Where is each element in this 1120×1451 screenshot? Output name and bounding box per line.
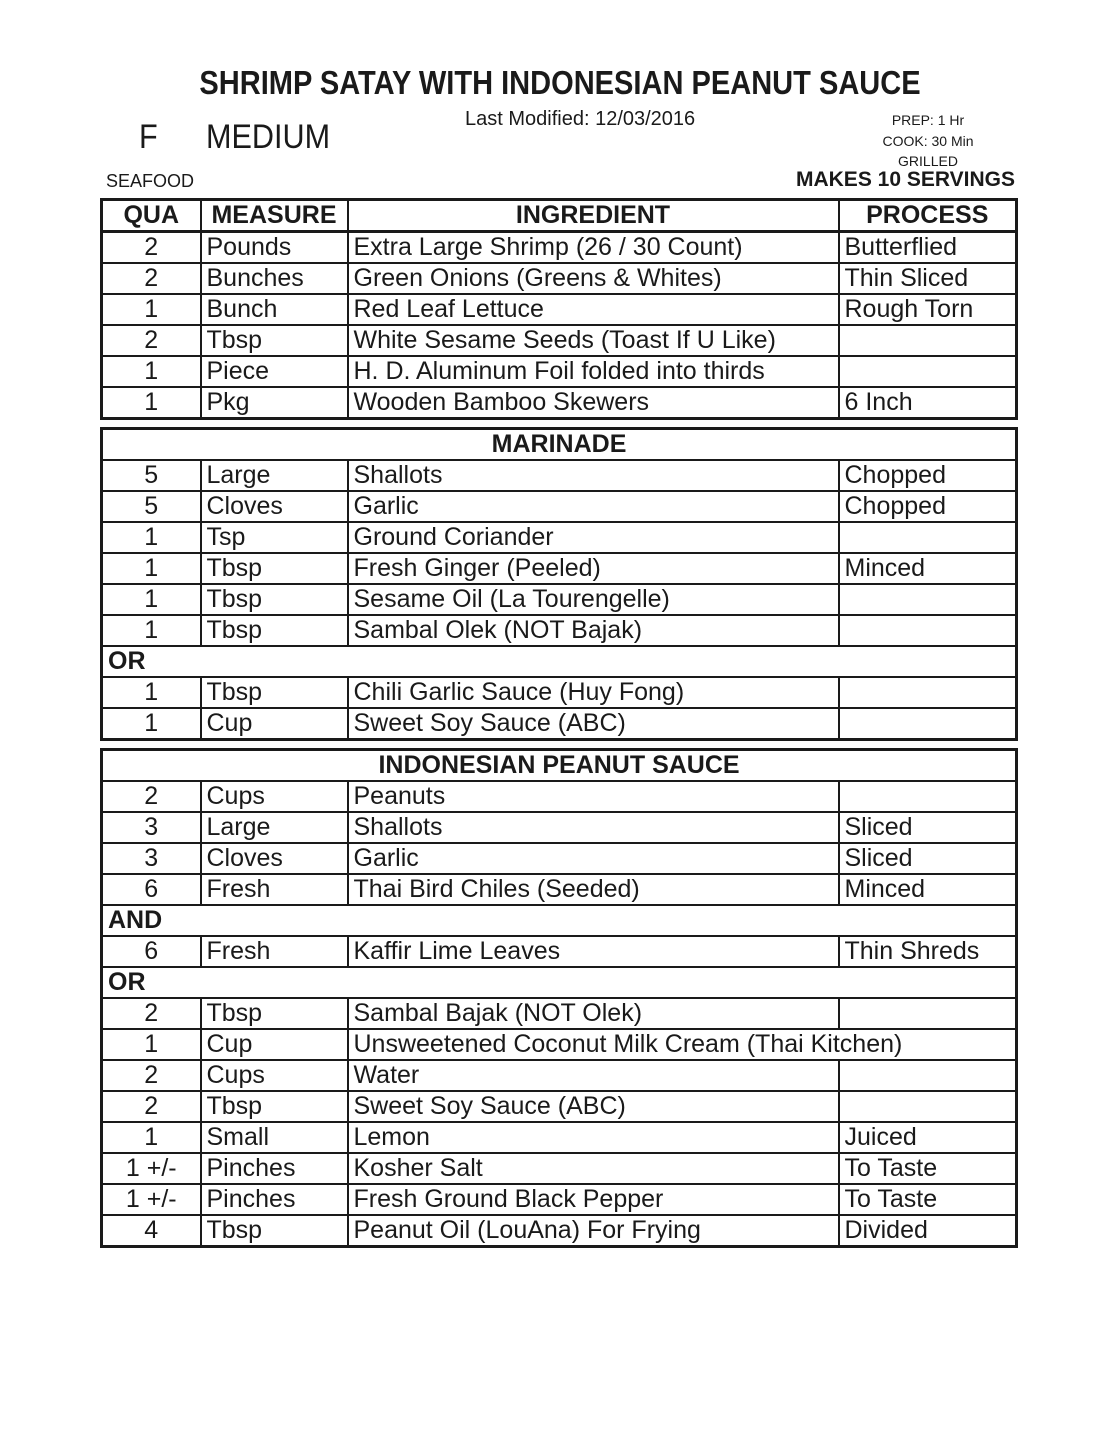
- cell-measure: Cups: [201, 1060, 348, 1091]
- cell-process: 6 Inch: [839, 387, 1017, 419]
- table-row: [102, 232, 1017, 264]
- cell-ingredient: Lemon: [348, 1122, 839, 1153]
- last-modified: Last Modified: 12/03/2016: [465, 108, 696, 130]
- cell-quantity: 2: [102, 325, 201, 356]
- table-row: [102, 615, 1017, 646]
- table-row: [102, 263, 1017, 294]
- cell-measure: Bunch: [201, 294, 348, 325]
- recipe-table-indonesian-peanut-sauce: [100, 748, 1018, 1248]
- cell-measure: Tbsp: [201, 553, 348, 584]
- cell-ingredient: Chili Garlic Sauce (Huy Fong): [348, 677, 839, 708]
- cell-process: Thin Sliced: [839, 263, 1017, 294]
- table-row: [102, 325, 1017, 356]
- section-title-row: [102, 750, 1017, 782]
- cell-measure: Tbsp: [201, 325, 348, 356]
- cell-process: [839, 356, 1017, 387]
- conjunction-label: AND: [102, 905, 1017, 936]
- cell-process: [839, 998, 1017, 1029]
- cell-ingredient: White Sesame Seeds (Toast If U Like): [348, 325, 839, 356]
- cell-ingredient: Extra Large Shrimp (26 / 30 Count): [348, 232, 839, 264]
- cell-measure: Tbsp: [201, 1091, 348, 1122]
- cell-measure: Cups: [201, 781, 348, 812]
- recipe-table-marinade: [100, 427, 1018, 741]
- cell-process: [839, 615, 1017, 646]
- cell-process: [839, 781, 1017, 812]
- cook-method: GRILLED: [898, 153, 958, 169]
- cell-measure: Fresh: [201, 874, 348, 905]
- difficulty-letter: F: [139, 118, 158, 156]
- cell-ingredient: Fresh Ginger (Peeled): [348, 553, 839, 584]
- cell-process: Chopped: [839, 460, 1017, 491]
- cell-process: [839, 677, 1017, 708]
- table-row: [102, 1153, 1017, 1184]
- table-row: [102, 356, 1017, 387]
- column-header-ingredient: INGREDIENT: [348, 200, 839, 232]
- cell-measure: Fresh: [201, 936, 348, 967]
- table-row: [102, 522, 1017, 553]
- cell-measure: Cloves: [201, 843, 348, 874]
- cell-quantity: 3: [102, 812, 201, 843]
- cell-measure: Small: [201, 1122, 348, 1153]
- section-title-row: [102, 429, 1017, 461]
- table-row: [102, 460, 1017, 491]
- cell-process: [839, 1091, 1017, 1122]
- cell-process: Juiced: [839, 1122, 1017, 1153]
- cell-process: [839, 708, 1017, 740]
- cell-ingredient: Kosher Salt: [348, 1153, 839, 1184]
- cell-process: Sliced: [839, 843, 1017, 874]
- cell-quantity: 6: [102, 936, 201, 967]
- cell-process: To Taste: [839, 1184, 1017, 1215]
- separator-row: [102, 646, 1017, 677]
- cell-ingredient: Green Onions (Greens & Whites): [348, 263, 839, 294]
- cell-quantity: 1: [102, 387, 201, 419]
- cell-measure: Tbsp: [201, 677, 348, 708]
- cell-process: Minced: [839, 553, 1017, 584]
- cell-process: [839, 1060, 1017, 1091]
- table-row: [102, 843, 1017, 874]
- cell-ingredient: Red Leaf Lettuce: [348, 294, 839, 325]
- cell-quantity: 1 +/-: [102, 1153, 201, 1184]
- cell-process: Rough Torn: [839, 294, 1017, 325]
- cell-measure: Cup: [201, 1029, 348, 1060]
- cell-process: [839, 584, 1017, 615]
- cell-measure: Tbsp: [201, 584, 348, 615]
- cell-process: Thin Shreds: [839, 936, 1017, 967]
- cell-quantity: 1: [102, 522, 201, 553]
- table-row: [102, 1122, 1017, 1153]
- cell-process: To Taste: [839, 1153, 1017, 1184]
- section-title: MARINADE: [102, 429, 1017, 461]
- prep-time: PREP: 1 Hr: [891, 112, 965, 128]
- recipe-tables: [100, 198, 1016, 1255]
- cell-measure: Tbsp: [201, 615, 348, 646]
- cell-ingredient: Water: [348, 1060, 839, 1091]
- cell-ingredient: Fresh Ground Black Pepper: [348, 1184, 839, 1215]
- cell-ingredient: Sesame Oil (La Tourengelle): [348, 584, 839, 615]
- cell-measure: Tbsp: [201, 998, 348, 1029]
- cell-quantity: 5: [102, 491, 201, 522]
- cell-process: Chopped: [839, 491, 1017, 522]
- servings-label: MAKES 10 SERVINGS: [795, 168, 1015, 191]
- table-row: [102, 387, 1017, 419]
- cell-measure: Bunches: [201, 263, 348, 294]
- table-row: [102, 708, 1017, 740]
- cell-quantity: 1: [102, 1029, 201, 1060]
- cell-ingredient: Unsweetened Coconut Milk Cream (Thai Kitchen): [348, 1029, 1017, 1060]
- table-row: [102, 1215, 1017, 1247]
- table-row: [102, 1184, 1017, 1215]
- cell-quantity: 1: [102, 584, 201, 615]
- cell-quantity: 1 +/-: [102, 1184, 201, 1215]
- cell-ingredient: Garlic: [348, 843, 839, 874]
- cell-quantity: 1: [102, 677, 201, 708]
- recipe-table-main: [100, 198, 1018, 420]
- page-title: SHRIMP SATAY WITH INDONESIAN PEANUT SAUCE: [199, 64, 921, 101]
- table-row: [102, 491, 1017, 522]
- cell-ingredient: Sambal Bajak (NOT Olek): [348, 998, 839, 1029]
- table-row: [102, 1060, 1017, 1091]
- cell-measure: Piece: [201, 356, 348, 387]
- cell-ingredient: Shallots: [348, 812, 839, 843]
- cell-measure: Pinches: [201, 1184, 348, 1215]
- cell-measure: Tbsp: [201, 1215, 348, 1247]
- cell-quantity: 1: [102, 615, 201, 646]
- table-row: [102, 936, 1017, 967]
- cell-ingredient: Wooden Bamboo Skewers: [348, 387, 839, 419]
- cell-ingredient: Peanut Oil (LouAna) For Frying: [348, 1215, 839, 1247]
- cell-quantity: 2: [102, 1060, 201, 1091]
- cell-quantity: 2: [102, 998, 201, 1029]
- cell-ingredient: Sweet Soy Sauce (ABC): [348, 1091, 839, 1122]
- table-row: [102, 812, 1017, 843]
- cell-process: Divided: [839, 1215, 1017, 1247]
- cell-ingredient: Ground Coriander: [348, 522, 839, 553]
- table-row: [102, 584, 1017, 615]
- cell-measure: Large: [201, 812, 348, 843]
- cell-quantity: 1: [102, 356, 201, 387]
- cell-ingredient: Garlic: [348, 491, 839, 522]
- table-row: [102, 294, 1017, 325]
- cell-measure: Pkg: [201, 387, 348, 419]
- cell-measure: Pinches: [201, 1153, 348, 1184]
- cell-quantity: 6: [102, 874, 201, 905]
- column-header-process: PROCESS: [839, 200, 1017, 232]
- cell-measure: Cloves: [201, 491, 348, 522]
- cell-process: Minced: [839, 874, 1017, 905]
- column-header-row: [102, 200, 1017, 232]
- cook-time: COOK: 30 Min: [882, 132, 974, 149]
- cell-quantity: 1: [102, 1122, 201, 1153]
- column-header-qua: QUA: [102, 200, 201, 232]
- table-row: [102, 677, 1017, 708]
- cell-ingredient: Sambal Olek (NOT Bajak): [348, 615, 839, 646]
- table-row: [102, 1029, 1017, 1060]
- cell-measure: Cup: [201, 708, 348, 740]
- cell-quantity: 2: [102, 1091, 201, 1122]
- cell-process: Butterflied: [839, 232, 1017, 264]
- separator-row: [102, 905, 1017, 936]
- conjunction-label: OR: [102, 967, 1017, 998]
- cell-ingredient: Thai Bird Chiles (Seeded): [348, 874, 839, 905]
- table-row: [102, 1091, 1017, 1122]
- cell-quantity: 5: [102, 460, 201, 491]
- cell-process: [839, 325, 1017, 356]
- table-row: [102, 553, 1017, 584]
- table-row: [102, 998, 1017, 1029]
- cell-ingredient: H. D. Aluminum Foil folded into thirds: [348, 356, 839, 387]
- difficulty-level: MEDIUM: [206, 118, 331, 156]
- timing-block: [830, 110, 1026, 172]
- cell-measure: Large: [201, 460, 348, 491]
- cell-measure: Tsp: [201, 522, 348, 553]
- cell-quantity: 1: [102, 553, 201, 584]
- separator-row: [102, 967, 1017, 998]
- conjunction-label: OR: [102, 646, 1017, 677]
- cell-quantity: 4: [102, 1215, 201, 1247]
- category-label: SEAFOOD: [106, 171, 195, 191]
- column-header-measure: MEASURE: [201, 200, 348, 232]
- table-row: [102, 874, 1017, 905]
- cell-quantity: 2: [102, 263, 201, 294]
- cell-quantity: 1: [102, 708, 201, 740]
- table-row: [102, 781, 1017, 812]
- cell-quantity: 1: [102, 294, 201, 325]
- section-title: INDONESIAN PEANUT SAUCE: [102, 750, 1017, 782]
- cell-ingredient: Kaffir Lime Leaves: [348, 936, 839, 967]
- cell-measure: Pounds: [201, 232, 348, 264]
- cell-process: [839, 522, 1017, 553]
- cell-ingredient: Sweet Soy Sauce (ABC): [348, 708, 839, 740]
- cell-ingredient: Shallots: [348, 460, 839, 491]
- cell-quantity: 3: [102, 843, 201, 874]
- cell-ingredient: Peanuts: [348, 781, 839, 812]
- cell-quantity: 2: [102, 232, 201, 264]
- cell-quantity: 2: [102, 781, 201, 812]
- cell-process: Sliced: [839, 812, 1017, 843]
